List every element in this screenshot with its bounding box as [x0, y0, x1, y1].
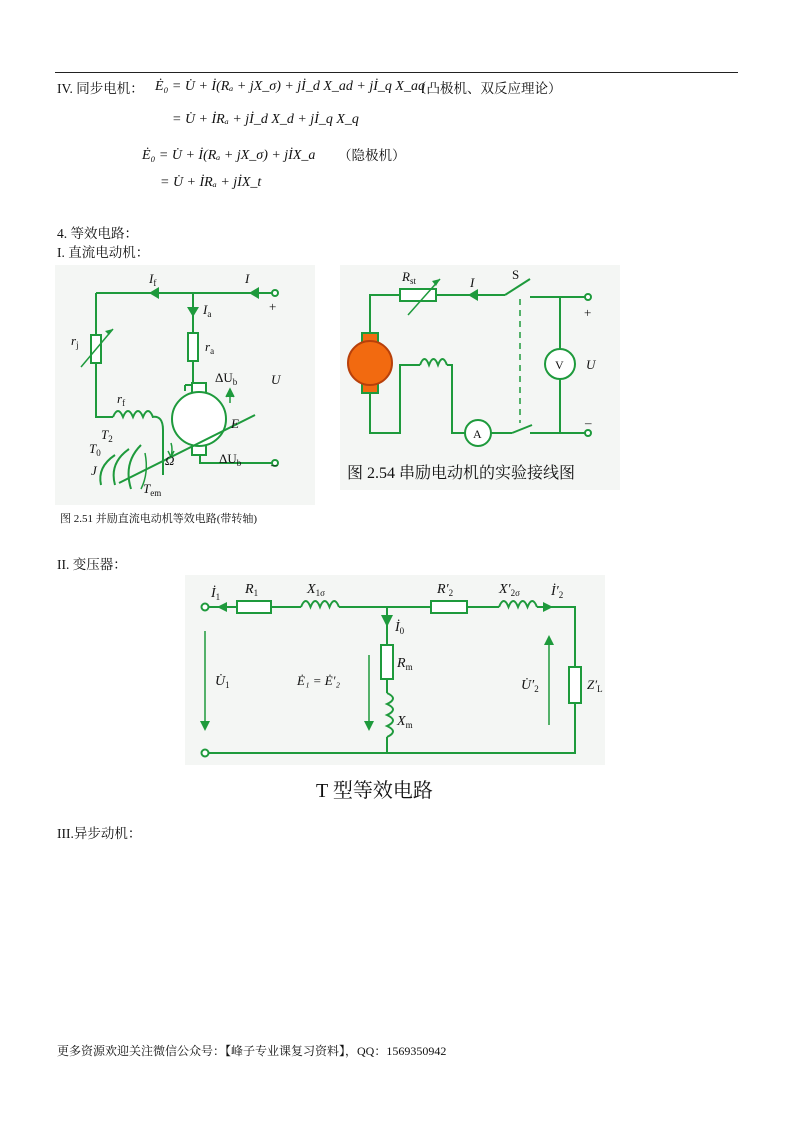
label-ra: $r_a$ [205, 339, 215, 356]
transformer-t-circuit [185, 575, 605, 765]
label-u: U [586, 357, 596, 372]
label-x2sp: $X'_{2\sigma}$ [499, 582, 520, 598]
label-dub-bottom: $\Delta U_b$ [219, 451, 242, 468]
resistor-rst [400, 289, 436, 301]
section-4-subheading: I. 直流电动机： [57, 245, 150, 260]
label-i1: $İ_1$ [211, 586, 221, 602]
section-iv-label: IV. 同步电机： [57, 81, 144, 96]
label-i0: $İ_0$ [395, 620, 405, 636]
figure-2-54-caption: 图 2.54 串励电动机的实验接线图 [347, 465, 576, 482]
label-r2p: $R'_2$ [437, 582, 454, 598]
label-if: $I_f$ [149, 271, 157, 288]
label-rst: $R_{st}$ [402, 269, 416, 286]
label-e1-eq-e2p: Ė₁ = Ė′₂ [297, 673, 341, 688]
label-zlp: $Z'_L$ [587, 677, 603, 694]
label-t0: $T_0$ [89, 441, 101, 458]
label-t2: $T_2$ [101, 427, 113, 444]
label-i2p: $İ'_2$ [551, 584, 564, 600]
label-dub-top: $\Delta U_b$ [215, 370, 238, 387]
equation-1: Ė₀ = U̇ + İ(Rₐ + jX_σ) + jİ_d X_ad + jİ_q X_aq [155, 79, 425, 94]
label-j: J [91, 463, 97, 478]
label-i: I [245, 271, 250, 286]
equation-3-note: （隐极机） [338, 148, 406, 163]
motor-armature [172, 392, 226, 446]
label-s: S [512, 267, 520, 282]
section-ii-label: II. 变压器： [57, 557, 127, 572]
terminal-top [272, 290, 278, 296]
label-r1: $R_1$ [245, 582, 259, 598]
label-a: A [473, 427, 482, 441]
label-u2p: $U̇'_2$ [521, 678, 539, 694]
label-rm: $R_m$ [397, 656, 413, 672]
equation-3: Ė₀ = U̇ + İ(Rₐ + jX_σ) + jİX_a [142, 148, 316, 163]
label-tem: $T_{em}$ [143, 481, 162, 498]
label-u: U [271, 372, 281, 387]
figure-2-51-circuit [55, 265, 315, 505]
terminal-bottom [585, 430, 591, 436]
figure-2-51-caption: 图 2.51 并励直流电动机等效电路(带转轴) [60, 513, 258, 525]
resistor-rm [381, 645, 393, 679]
label-rj: $r_j$ [71, 333, 79, 350]
equation-1-note: （凸极机、双反应理论） [413, 81, 562, 96]
label-rf: $r_f$ [117, 391, 126, 408]
terminal-top [585, 294, 591, 300]
resistor-r2p [431, 601, 467, 613]
transformer-caption: T 型等效电路 [316, 780, 433, 802]
label-x1s: $X_{1\sigma}$ [307, 582, 325, 598]
label-ia: $I_a$ [203, 302, 212, 319]
equation-4: = U̇ + İRₐ + jİX_t [160, 175, 262, 190]
label-omega: Ω [165, 453, 175, 468]
figure-2-54-circuit [340, 265, 620, 490]
terminal-top [202, 604, 209, 611]
label-plus: + [269, 299, 277, 314]
label-e: E [231, 416, 239, 431]
resistor-ra [188, 333, 198, 361]
terminal-bottom [202, 750, 209, 757]
footer-text: 更多资源欢迎关注微信公众号：【峰子专业课复习资料】，QQ：1569350942 [57, 1044, 447, 1058]
equation-2: = U̇ + İRₐ + jİ_d X_d + jİ_q X_q [172, 112, 359, 127]
label-i: I [470, 275, 475, 290]
label-plus: + [584, 305, 592, 320]
header-rule [55, 72, 738, 73]
resistor-r1 [237, 601, 271, 613]
label-minus: – [585, 415, 592, 430]
label-u1: $U̇_1$ [215, 674, 230, 690]
label-minus: – [271, 457, 278, 472]
section-4-heading: 4. 等效电路： [57, 226, 138, 241]
load-zl [569, 667, 581, 703]
section-iii-label: III.异步动机： [57, 826, 142, 841]
motor-armature [348, 341, 392, 385]
label-v: V [555, 358, 564, 372]
label-xm: $X_m$ [397, 714, 413, 730]
